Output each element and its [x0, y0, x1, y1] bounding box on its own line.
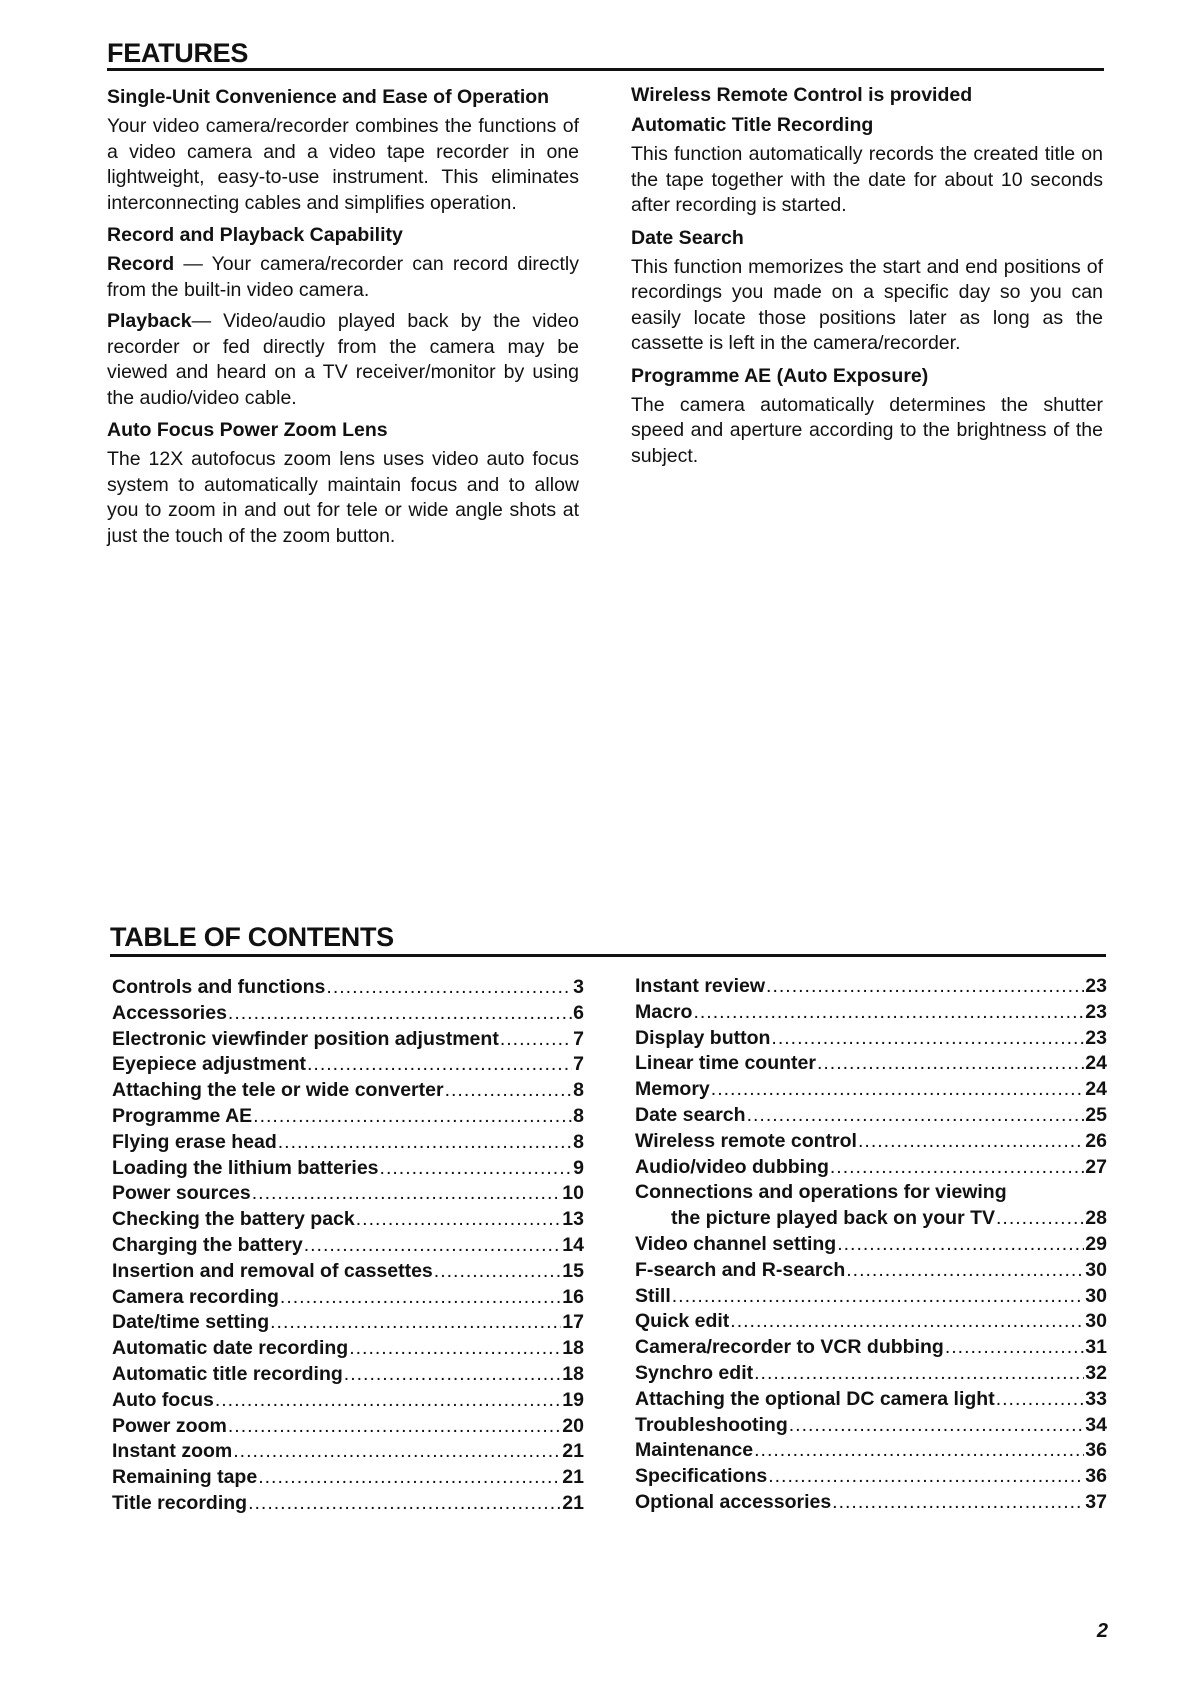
toc-entry[interactable]: Linear time counter ..... 24	[635, 1052, 1107, 1078]
feature-body-date-search: This function memorizes the start and end positions of recordings you made on a specific day so you can easily locate those positions later as long as the cassette is left in the camera/recorder.	[631, 255, 1103, 354]
feature-title-record-playback: Record and Playback Capability	[107, 224, 403, 246]
feature-title-wireless-remote: Wireless Remote Control is provided	[631, 84, 973, 106]
toc-entry[interactable]: Programme AE ..... 8	[112, 1105, 584, 1131]
toc-entry[interactable]: Audio/video dubbing ..... 27	[635, 1156, 1107, 1182]
features-right-column	[631, 82, 1103, 475]
features-heading: FEATURES	[107, 38, 249, 68]
toc-entry[interactable]: Troubleshooting ..... 34	[635, 1414, 1107, 1440]
toc-entry[interactable]: Camera/recorder to VCR dubbing ..... 31	[635, 1336, 1107, 1362]
toc-entry[interactable]: Macro ..... 23	[635, 1001, 1107, 1027]
toc-entry[interactable]: Electronic viewfinder position adjustment ..... 7	[112, 1028, 584, 1054]
toc-entry[interactable]: Instant review ..... 23	[635, 975, 1107, 1001]
toc-entry[interactable]: Optional accessories ..... 37	[635, 1491, 1107, 1517]
toc-entry[interactable]: Specifications ..... 36	[635, 1465, 1107, 1491]
toc-entry[interactable]: Video channel setting ..... 29	[635, 1233, 1107, 1259]
toc-entry[interactable]: the picture played back on your TV ..... 28	[635, 1207, 1107, 1233]
toc-entry[interactable]: Display button ..... 23	[635, 1027, 1107, 1053]
toc-entry[interactable]: Wireless remote control ..... 26	[635, 1130, 1107, 1156]
toc-entry[interactable]: Title recording ..... 21	[112, 1492, 584, 1518]
features-rule	[107, 68, 1104, 71]
toc-entry[interactable]: Date/time setting ..... 17	[112, 1311, 584, 1337]
toc-entry[interactable]: Eyepiece adjustment ..... 7	[112, 1053, 584, 1079]
toc-entry[interactable]: Charging the battery ..... 14	[112, 1234, 584, 1260]
feature-title-date-search: Date Search	[631, 226, 744, 249]
record-text: — Your camera/recorder can record directly from the built-in video camera.	[107, 253, 579, 301]
feature-body-programme-ae: The camera automatically determines the shutter speed and aperture according to the brightness of the subject.	[631, 393, 1103, 467]
toc-entry[interactable]: Automatic title recording ..... 18	[112, 1363, 584, 1389]
feature-body-single-unit: Your video camera/recorder combines the functions of a video camera and a video tape recorder in one lightweight, easy-to-use instrument. This eliminates interconnecting cables and simplifies operation.	[107, 115, 579, 214]
features-left-column	[107, 84, 579, 555]
toc-entry[interactable]: Synchro edit ..... 32	[635, 1362, 1107, 1388]
toc-entry[interactable]: Checking the battery pack ..... 13	[112, 1208, 584, 1234]
toc-right-column	[635, 975, 1107, 1517]
toc-rule	[110, 954, 1106, 957]
toc-entry[interactable]: Maintenance ..... 36	[635, 1439, 1107, 1465]
toc-entry[interactable]: Auto focus ..... 19	[112, 1389, 584, 1415]
feature-title-single-unit: Single-Unit Convenience and Ease of Operation	[107, 86, 550, 108]
toc-entry[interactable]: Connections and operations for viewing	[635, 1181, 1007, 1204]
feature-body-record	[107, 252, 579, 303]
toc-entry[interactable]: Accessories ..... 6	[112, 1002, 584, 1028]
toc-left-column	[112, 976, 584, 1518]
toc-entry[interactable]: Remaining tape ..... 21	[112, 1466, 584, 1492]
feature-title-programme-ae: Programme AE (Auto Exposure)	[631, 364, 929, 387]
toc-entry[interactable]: Insertion and removal of cassettes ..... 15	[112, 1260, 584, 1286]
toc-entry[interactable]: Camera recording ..... 16	[112, 1286, 584, 1312]
toc-entry[interactable]: Power zoom ..... 20	[112, 1415, 584, 1441]
toc-entry[interactable]: Memory ..... 24	[635, 1078, 1107, 1104]
toc-entry[interactable]: Attaching the optional DC camera light ..... 33	[635, 1388, 1107, 1414]
toc-entry[interactable]: Automatic date recording ..... 18	[112, 1337, 584, 1363]
toc-entry[interactable]: Attaching the tele or wide converter ..... 8	[112, 1079, 584, 1105]
toc-entry[interactable]: Controls and functions ..... 3	[112, 976, 584, 1002]
feature-title-auto-focus: Auto Focus Power Zoom Lens	[107, 419, 388, 441]
toc-entry[interactable]: Loading the lithium batteries ..... 9	[112, 1157, 584, 1183]
feature-body-playback	[107, 309, 579, 411]
toc-entry[interactable]: Instant zoom ..... 21	[112, 1440, 584, 1466]
feature-body-auto-focus: The 12X autofocus zoom lens uses video auto focus system to automatically maintain focus and to allow you to zoom in and out for tele or wide angle shots at just the touch of the zoom button.	[107, 448, 579, 547]
toc-heading: TABLE OF CONTENTS	[110, 922, 394, 952]
record-label: Record	[107, 253, 175, 275]
playback-text: — Video/audio played back by the video recorder or fed directly from the camera may be viewed and heard on a TV receiver/monitor by using the audio/video cable.	[107, 310, 579, 409]
feature-title-auto-title: Automatic Title Recording	[631, 114, 874, 136]
feature-body-auto-title: This function automatically records the created title on the tape together with the date for about 10 seconds after recording is started.	[631, 143, 1103, 216]
toc-entry[interactable]: Date search ..... 25	[635, 1104, 1107, 1130]
toc-entry[interactable]: F-search and R-search ..... 30	[635, 1259, 1107, 1285]
toc-entry[interactable]: Quick edit ..... 30	[635, 1310, 1107, 1336]
toc-entry[interactable]: Still ..... 30	[635, 1285, 1107, 1311]
playback-label: Playback	[107, 310, 192, 332]
toc-entry[interactable]: Power sources ..... 10	[112, 1182, 584, 1208]
page-number: 2	[1096, 1620, 1108, 1642]
toc-entry[interactable]: Flying erase head ..... 8	[112, 1131, 584, 1157]
